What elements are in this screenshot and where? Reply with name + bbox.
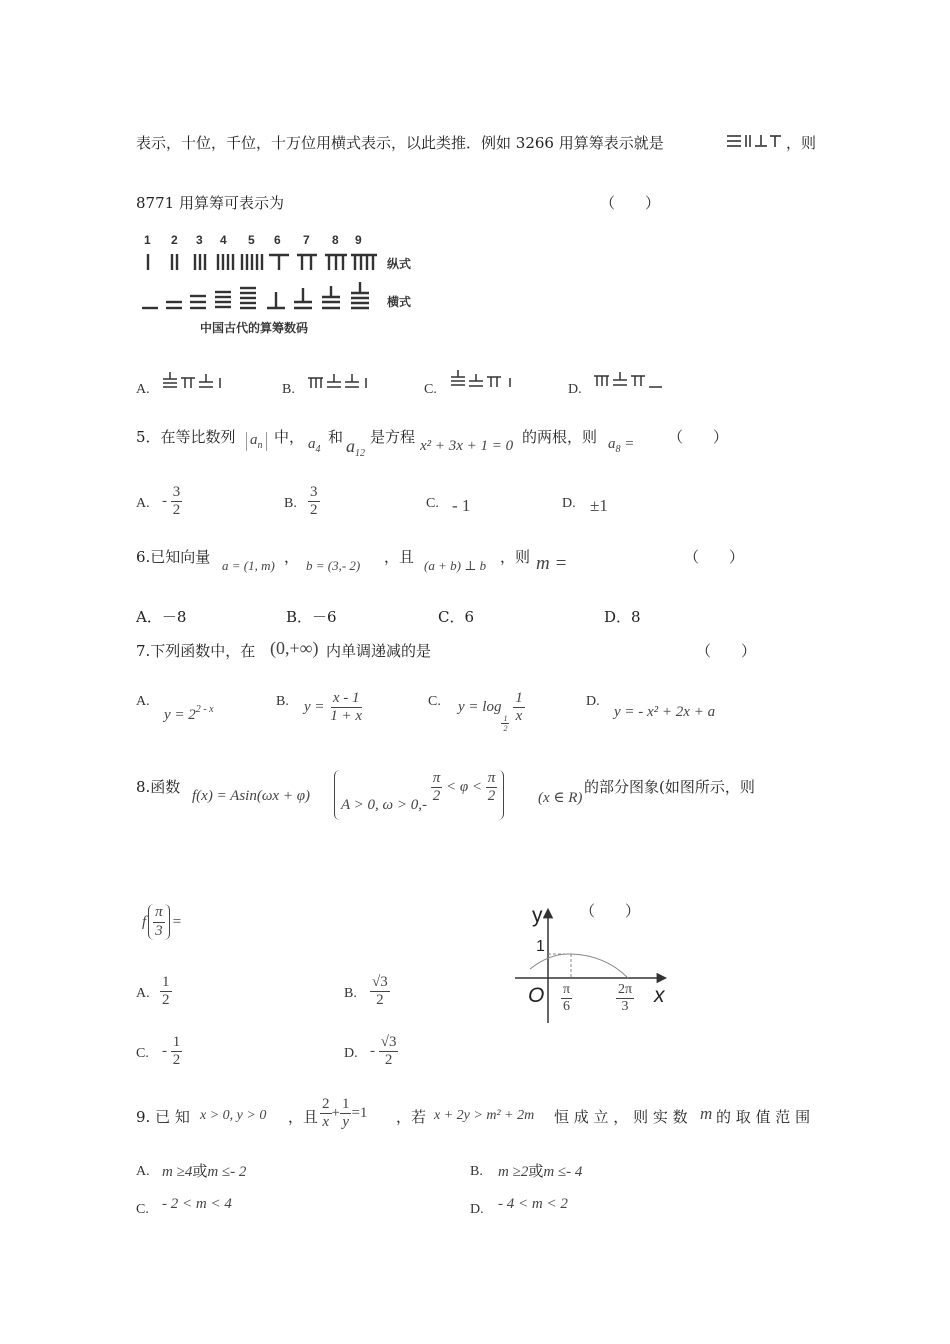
example-rod-numeral-3266 <box>725 133 781 151</box>
q6-vector-b: b = (3,- 2) <box>306 558 361 573</box>
q9-option-c-value: - 2 < m < 4 <box>162 1196 232 1212</box>
q8-option-d-label[interactable]: D. <box>344 1046 358 1061</box>
q5-option-a-label[interactable]: A. <box>136 496 150 511</box>
horizontal-form-label: 横式 <box>387 295 412 309</box>
q8-answer-paren: （ ） <box>580 902 641 920</box>
q8-option-d-value: - $\frac{√3}{2}$ <box>370 1034 397 1069</box>
q8-prefix: 8.函数 <box>136 778 181 796</box>
q9-m: m <box>700 1104 713 1123</box>
q9-suffix: 恒 成 立 ， 则 实 数 <box>554 1108 688 1126</box>
q6-answer-paren: （ ） <box>684 548 745 566</box>
graph-y-tick-1: 1 <box>536 938 545 955</box>
q9-option-a-label[interactable]: A. <box>136 1164 150 1179</box>
q6-option-b[interactable]: B．－6 <box>286 608 337 626</box>
q9-prefix: 9. 已 知 <box>136 1108 190 1126</box>
q8-option-b-value: $\frac{√3}{2}$ <box>372 974 388 1009</box>
q7-prefix: 7.下列函数中，在 <box>136 642 256 660</box>
graph-x-tick-pi6: $\frac{\pi}{6}$ <box>563 982 571 1015</box>
q6-comma: ， <box>284 548 300 566</box>
q9-mid2: ，若 <box>396 1108 427 1126</box>
rod-digit-4: 4 <box>220 233 227 247</box>
rod-digit-6: 6 <box>274 233 281 247</box>
q8-suffix: 的部分图象(如图所示，则 <box>584 778 755 796</box>
rod-digit-5: 5 <box>248 233 255 247</box>
q5-sequence: $a_n$ <box>246 432 267 451</box>
rod-digit-3: 3 <box>196 233 203 247</box>
q5-equation: x² + 3x + 1 = 0 <box>420 438 514 454</box>
q9-equation: $\frac{2}{x}$ + $\frac{1}{y}$ =1 <box>322 1096 368 1131</box>
q7-option-c-label[interactable]: C. <box>428 694 441 709</box>
q5-mid1: 中， <box>274 428 305 446</box>
q7-answer-paren: （ ） <box>696 642 757 660</box>
q6-condition: (a + b) ⊥ b <box>424 558 487 573</box>
q5-option-b-label[interactable]: B. <box>284 496 297 511</box>
q8-function: f(x) = Asin(ωx + φ) <box>192 788 310 804</box>
q9-option-b-value: m ≥2或m ≤- 4 <box>498 1164 583 1180</box>
q9-condition1: x > 0, y > 0 <box>200 1108 267 1123</box>
q4-option-d-rods <box>592 370 664 392</box>
q5-and: 和 <box>328 428 344 446</box>
q4-option-b-label[interactable]: B. <box>282 382 295 397</box>
rod-digit-9: 9 <box>355 233 362 247</box>
q8-option-a-label[interactable]: A. <box>136 986 150 1001</box>
q5-answer-paren: （ ） <box>668 428 729 446</box>
rod-numerals-figure <box>140 230 430 340</box>
q9-option-d-value: - 4 < m < 2 <box>498 1196 568 1212</box>
q5-mid2: 是方程 <box>370 428 416 446</box>
graph-y-label: y <box>532 904 543 927</box>
q5-option-c-value: - 1 <box>452 496 471 515</box>
q7-option-c-func: y = log $\frac{1}{2}$ $\frac{1}{x}$ <box>458 690 523 734</box>
q5-a8: $a_8$ = <box>608 436 635 455</box>
horizontal-rods-row <box>142 282 369 308</box>
q4-line1-text: 表示，十位，千位，十万位用横式表示，以此类推．例如 3266 用算筹表示就是 <box>136 134 664 152</box>
q9-option-d-label[interactable]: D. <box>470 1202 484 1217</box>
q6-option-c[interactable]: C．6 <box>438 608 475 626</box>
q4-line1 <box>136 132 664 153</box>
q4-line1-end: ，则 <box>786 134 817 152</box>
q6-prefix: 6.已知向量 <box>136 548 211 566</box>
q7-option-b-label[interactable]: B. <box>276 694 289 709</box>
q7-interval: (0,+∞) <box>270 638 319 658</box>
rod-digit-1: 1 <box>144 233 151 247</box>
q8-option-a-value: $\frac{1}{2}$ <box>162 974 170 1009</box>
q9-option-c-label[interactable]: C. <box>136 1202 149 1217</box>
rod-digit-7: 7 <box>303 233 310 247</box>
q8-option-b-label[interactable]: B. <box>344 986 357 1001</box>
q9-option-b-label[interactable]: B. <box>470 1164 483 1179</box>
q5-suffix: 的两根，则 <box>522 428 598 446</box>
q7-option-b-func: y = $\frac{x - 1}{1 + x}$ <box>304 690 363 725</box>
q9-inequality: x + 2y > m² + 2m <box>434 1108 535 1123</box>
q5-prefix: 5．在等比数列 <box>136 428 236 446</box>
sine-curve <box>530 954 628 978</box>
q5-a4: $a_4$ <box>308 436 321 455</box>
rod-digit-8: 8 <box>332 233 339 247</box>
q6-vector-a: a = (1, m) <box>222 558 275 573</box>
q5-option-c-label[interactable]: C. <box>426 496 439 511</box>
q8-condition: A > 0, ω > 0,- $\frac{\pi}{2}$ < φ < $\frac{\pi}{2}$ <box>334 770 504 820</box>
q9-end: 的 取 值 范 围 <box>716 1108 811 1126</box>
graph-x-tick-2pi3: $\frac{2\pi}{3}$ <box>618 982 633 1015</box>
q4-line2: 8771 用算筹可表示为 <box>136 194 284 212</box>
q6-mid: ，且 <box>384 548 415 566</box>
q4-option-c-rods <box>448 368 518 392</box>
q7-option-a-label[interactable]: A. <box>136 694 150 709</box>
q7-option-d-label[interactable]: D. <box>586 694 600 709</box>
q4-option-c-label[interactable]: C. <box>424 382 437 397</box>
q4-option-a-rods <box>160 370 226 392</box>
q5-option-d-label[interactable]: D. <box>562 496 576 511</box>
q5-option-b-value: $\frac{3}{2}$ <box>310 484 318 519</box>
q5-option-a-value: - $\frac{3}{2}$ <box>162 484 181 519</box>
q6-suffix: ，则 <box>500 548 531 566</box>
vertical-rods-row <box>148 254 377 270</box>
q8-ask: f $\frac{\pi}{3}$ = <box>142 904 182 939</box>
q6-option-d[interactable]: D．8 <box>604 608 641 626</box>
graph-origin: O <box>528 984 545 1007</box>
q7-option-d-func: y = - x² + 2x + a <box>614 704 716 720</box>
q7-option-a-func: $y = 2^{2 - x}$ <box>164 704 214 723</box>
vertical-form-label: 纵式 <box>387 257 412 271</box>
rod-figure-caption: 中国古代的算筹数码 <box>200 321 309 335</box>
q8-domain: (x ∈ R) <box>538 790 583 806</box>
q5-option-d-value: ±1 <box>590 496 608 515</box>
graph-x-label: x <box>654 984 665 1007</box>
q8-option-c-label[interactable]: C. <box>136 1046 149 1061</box>
q6-ask: m = <box>536 553 568 574</box>
q4-option-d-label[interactable]: D. <box>568 382 582 397</box>
q7-suffix: 内单调递减的是 <box>326 642 432 660</box>
q4-option-a-label[interactable]: A. <box>136 382 150 397</box>
q5-a12: $a_{12}$ <box>346 436 365 459</box>
q8-option-c-value: - $\frac{1}{2}$ <box>162 1034 181 1069</box>
q9-option-a-value: m ≥4或m ≤- 2 <box>162 1164 247 1180</box>
rod-digit-2: 2 <box>171 233 178 247</box>
q4-option-b-rods <box>306 370 372 392</box>
q4-answer-paren: （ ） <box>600 194 661 212</box>
q9-mid1: ，且 <box>288 1108 319 1126</box>
q6-option-a[interactable]: A．－8 <box>136 608 187 626</box>
